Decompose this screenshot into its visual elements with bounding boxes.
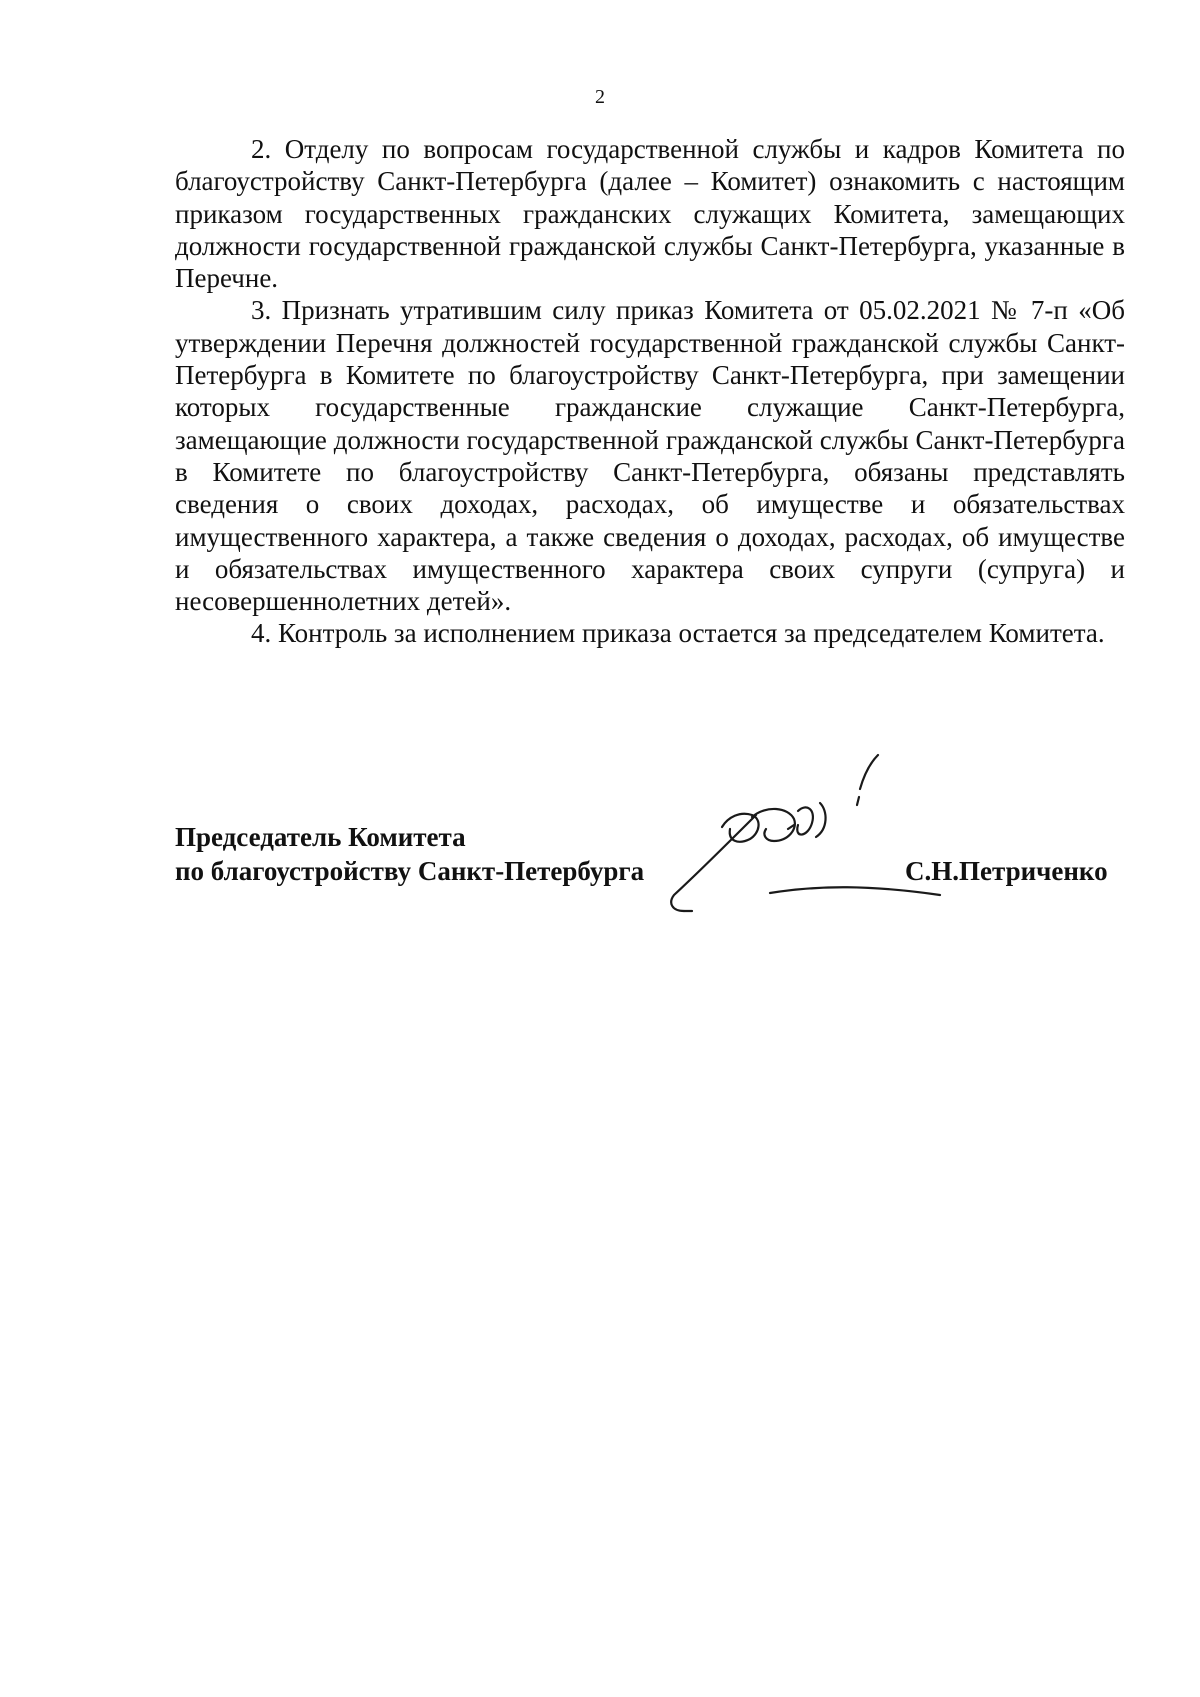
signatory-title <box>175 820 644 888</box>
signatory-name: С.Н.Петриченко <box>905 856 1108 886</box>
document-body <box>175 133 1125 650</box>
handwritten-signature <box>670 745 970 945</box>
paragraph-2: 2. Отделу по вопросам государственной службы и кадров Комитета по благоустройству Санкт-Петербурга (далее – Комитет) ознакомить с настоящим приказом государственных гражданских служащих Комитета, замещающих должности государственной гражданской службы Санкт-Петербурга, указанные в Перечне. <box>175 134 1125 294</box>
paragraph-3: 3. Признать утратившим силу приказ Комитета от 05.02.2021 № 7-п «Об утверждении Перечня должностей государственной гражданской службы Санкт-Петербурга в Комитете по благоустройству Санкт-Петербурга, при замещении которых государственные гражданские служащие Санкт-Петербурга, замещающие должности государственной гражданской службы Санкт-Петербурга в Комитете по благоустройству Санкт-Петербурга, обязаны представлять сведения о своих доходах, расходах, об имуществе и обязательствах имущественного характера, а также сведения о доходах, расходах, об имуществе и обязательствах имущественного характера своих супруги (супруга) и несовершеннолетних детей». <box>175 295 1125 617</box>
signatory-title-line1: Председатель Комитета <box>175 822 466 852</box>
page-number: 2 <box>595 86 605 108</box>
signatory-title-line2: по благоустройству Санкт-Петербурга <box>175 856 645 886</box>
paragraph-4: 4. Контроль за исполнением приказа остается за председателем Комитета. <box>251 618 1105 649</box>
